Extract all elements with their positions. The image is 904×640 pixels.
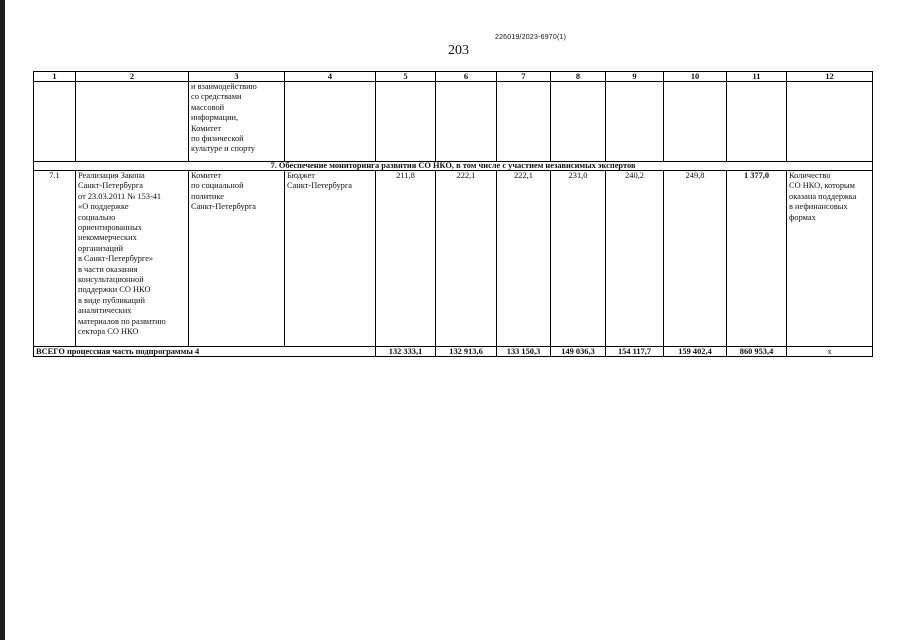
column-number: 10: [664, 72, 727, 82]
total-value: 149 036,3: [551, 347, 606, 357]
indicator-cell: Количество СО НКО, которым оказана поддержка в нефинансовых формах: [787, 171, 873, 347]
value-cell: 240,2: [606, 171, 664, 347]
value-cell: 231,0: [551, 171, 606, 347]
table-row: [34, 171, 873, 347]
total-value: 154 117,7: [606, 347, 664, 357]
continuation-row: [34, 82, 873, 162]
column-number: 4: [285, 72, 376, 82]
total-row: [34, 347, 873, 357]
column-number: 3: [189, 72, 285, 82]
value-cell: 211,8: [376, 171, 436, 347]
column-number: 6: [436, 72, 497, 82]
column-number: 5: [376, 72, 436, 82]
activity-description: Реализация Закона Санкт-Петербурга от 23.03.2011 № 153-41 «О поддержке социально ориентированных некоммерческих организаций в Санкт-Петербурге» в части оказания консультационной поддержки СО НКО в виде публикаций аналитических материалов по развитию сектора СО НКО: [76, 171, 189, 347]
total-value: 133 150,3: [497, 347, 551, 357]
executor-cell: Комитет по социальной политике Санкт-Петербурга: [189, 171, 285, 347]
column-number: 1: [34, 72, 76, 82]
column-number: 12: [787, 72, 873, 82]
section-title: 7. Обеспечение мониторинга развития СО НКО, в том числе с участием независимых экспертов: [34, 162, 873, 171]
column-number: 8: [551, 72, 606, 82]
total-value: 132 913,6: [436, 347, 497, 357]
total-last-cell: х: [787, 347, 873, 357]
funding-source-cell: Бюджет Санкт-Петербурга: [285, 171, 376, 347]
row-total-cell: 1 377,0: [727, 171, 787, 347]
continued-executors-cell: и взаимодействию со средствами массовой информации, Комитет по физической культуре и спорту: [189, 82, 285, 162]
subprogram-table: [33, 71, 873, 357]
section-heading-row: [34, 162, 873, 171]
total-value: 159 402,4: [664, 347, 727, 357]
column-number: 7: [497, 72, 551, 82]
column-number: 11: [727, 72, 787, 82]
row-number: 7.1: [34, 171, 76, 347]
page-number: 203: [448, 43, 469, 58]
column-number: 9: [606, 72, 664, 82]
total-label: ВСЕГО процессная часть подпрограммы 4: [34, 347, 376, 357]
document-registration-number: 226019/2023-6970(1): [495, 34, 567, 41]
column-number-row: [34, 72, 873, 82]
total-value: 132 333,1: [376, 347, 436, 357]
scan-edge: [0, 0, 5, 640]
column-number: 2: [76, 72, 189, 82]
grand-total-value: 860 953,4: [727, 347, 787, 357]
value-cell: 222,1: [436, 171, 497, 347]
value-cell: 222,1: [497, 171, 551, 347]
value-cell: 249,8: [664, 171, 727, 347]
